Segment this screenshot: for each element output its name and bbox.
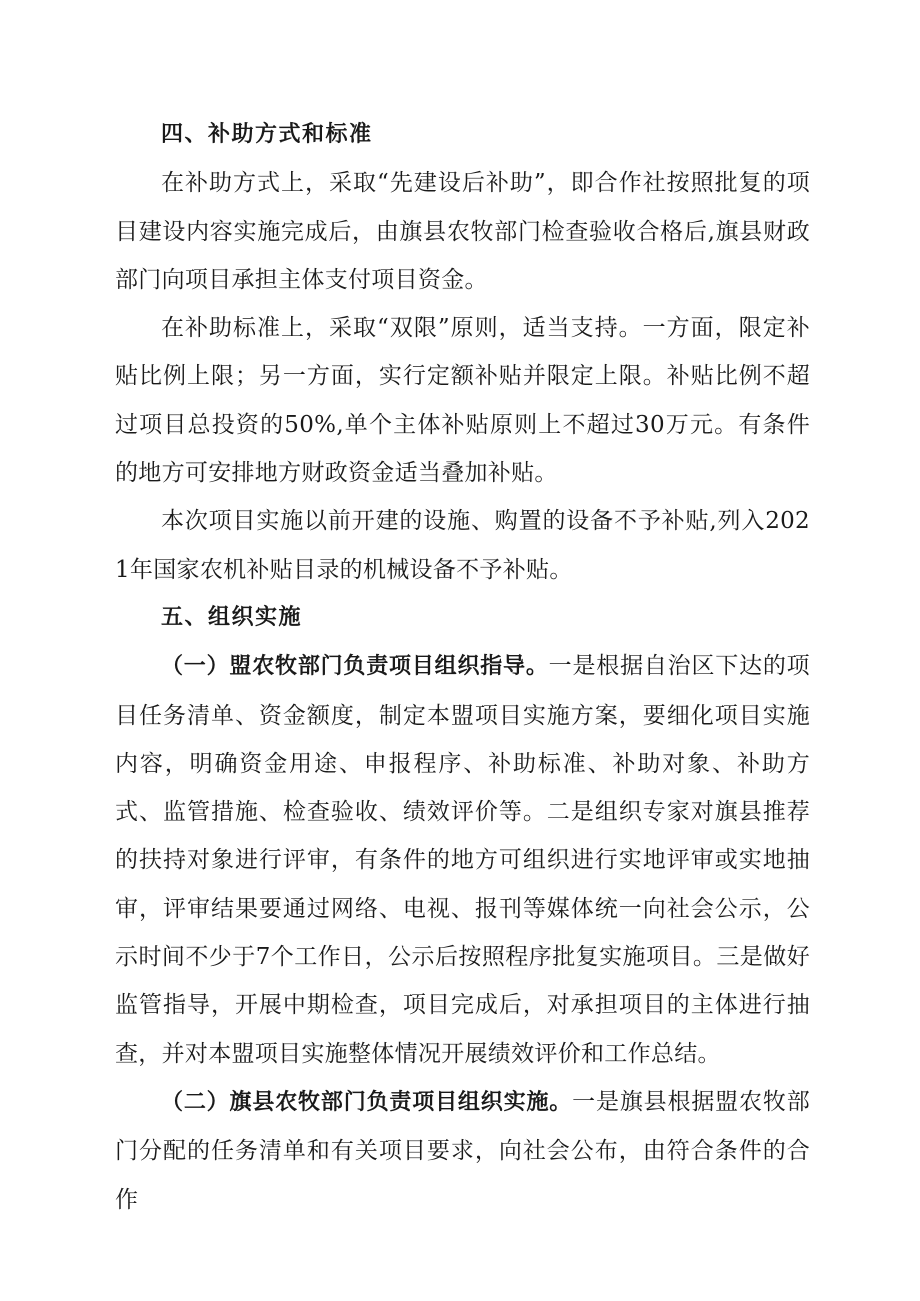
paragraph-lead-county: （二）旗县农牧部门负责项目组织实施。 <box>161 1089 573 1115</box>
paragraph-subsidy-standard: 在补助标准上，采取“双限”原则，适当支持。一方面，限定补贴比例上限；另一方面，实行定额补贴并限定上限。补贴比例不超过项目总投资的50%,单个主体补贴原则上不超过30万元。有条件的地方可安排地方财政资金适当叠加补贴。 <box>115 315 810 487</box>
paragraph-lead-league: （一）盟农牧部门负责项目组织指导。 <box>161 654 549 680</box>
paragraph-body-league: 一是根据自治区下达的项目任务清单、资金额度，制定本盟项目实施方案，要细化项目实施内容，明确资金用途、申报程序、补助标准、补助对象、补助方式、监管措施、检查验收、绩效评价等。二是组织专家对旗县推荐的扶持对象进行评审，有条件的地方可组织进行实地评审或实地抽审，评审结果要通过网络、电视、报刊等媒体统一向社会公示，公示时间不少于7个工作日，公示后按照程序批复实施项目。三是做好监管指导，开展中期检查，项目完成后，对承担项目的主体进行抽查，并对本盟项目实施整体情况开展绩效评价和工作总结。 <box>115 653 810 1067</box>
paragraph-body-county: 一是旗县根据盟农牧部门分配的任务清单和有关项目要求，向社会公布，由符合条件的合作 <box>115 1088 811 1213</box>
section-heading-organization: 五、组织实施 <box>161 604 303 630</box>
document-body <box>115 111 810 1224</box>
paragraph-subsidy-method: 在补助方式上，采取“先建设后补助”，即合作社按照批复的项目建设内容实施完成后，由旗县农牧部门检查验收合格后,旗县财政部门向项目承担主体支付项目资金。 <box>115 170 810 293</box>
paragraph-league-guidance <box>115 642 810 1078</box>
paragraph-subsidy-exclusions: 本次项目实施以前开建的设施、购置的设备不予补贴,列入2021年国家农机补贴目录的机械设备不予补贴。 <box>115 508 810 583</box>
paragraph-county-implementation <box>115 1078 810 1224</box>
section-heading-subsidy-method: 四、补助方式和标准 <box>161 122 373 147</box>
